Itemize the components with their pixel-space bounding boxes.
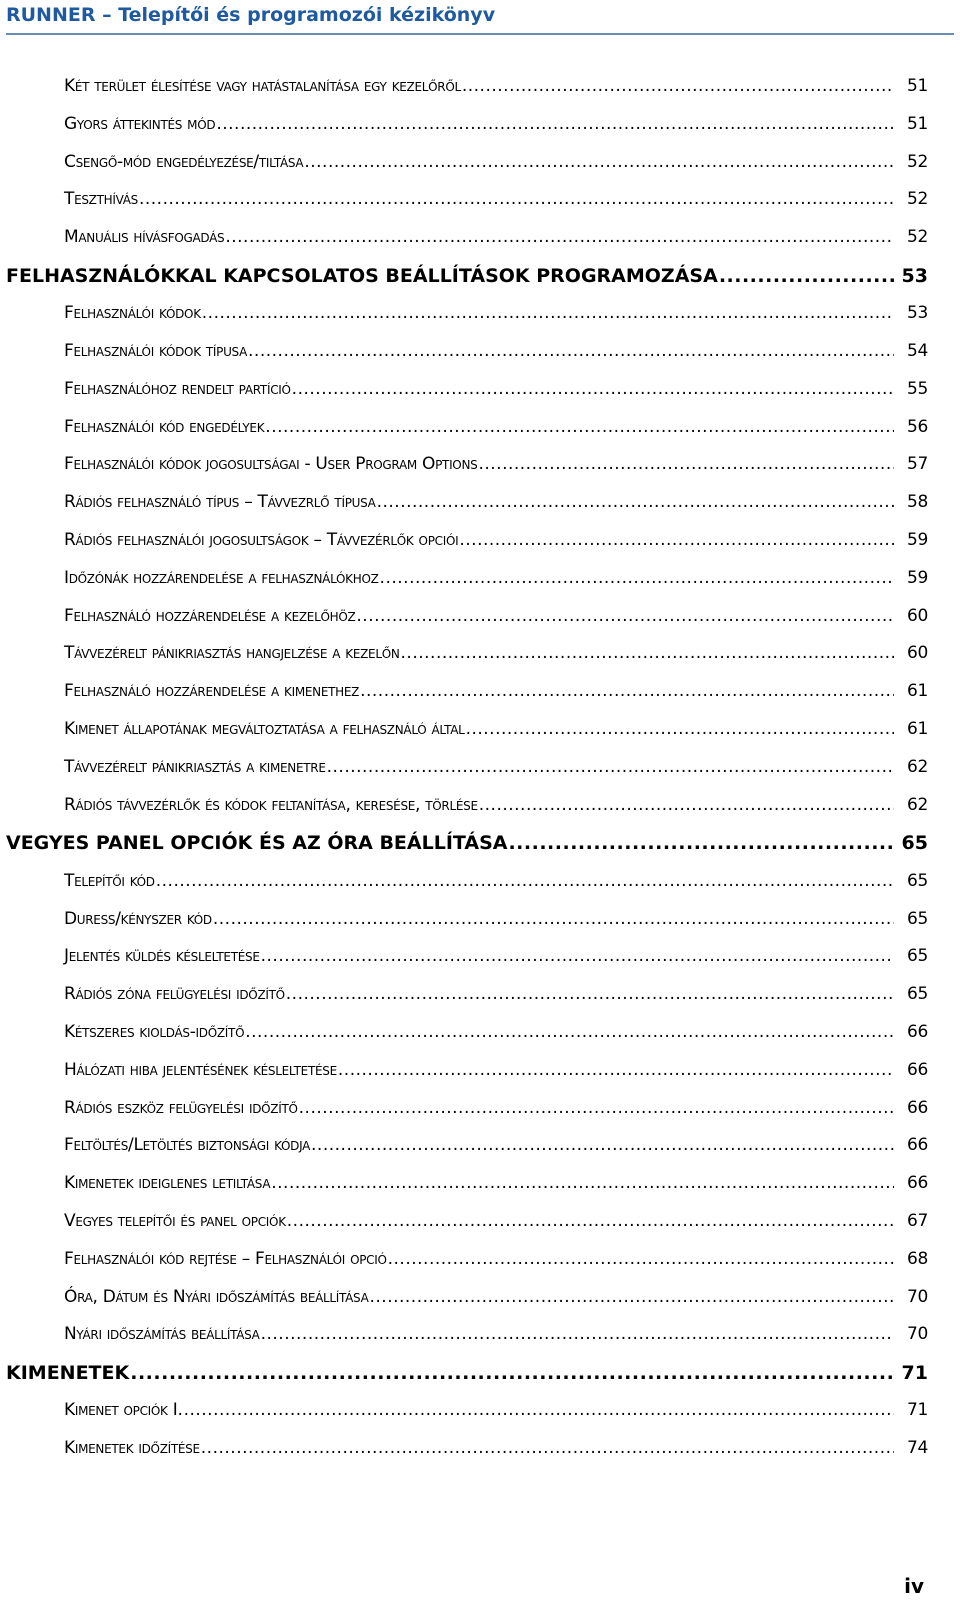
- toc-entry-page: 68: [906, 1248, 928, 1269]
- dot-leader: [508, 832, 894, 854]
- toc-entry-page: 59: [906, 530, 928, 551]
- dot-leader: [401, 643, 894, 663]
- toc-entry-page: 61: [906, 681, 928, 702]
- toc-entry-label: Duress/kényszer kód: [64, 908, 212, 929]
- toc-entry-label: Két terület élesítése vagy hatástalanítása egy kezelőről: [64, 76, 461, 96]
- dot-leader: [271, 1173, 894, 1193]
- dot-leader: [292, 379, 894, 399]
- dot-leader: [327, 757, 894, 777]
- toc-section-entry[interactable]: [0, 795, 960, 833]
- toc-section-entry[interactable]: [0, 643, 960, 681]
- toc-entry-page: 56: [906, 416, 928, 437]
- toc-entry-page: 52: [906, 227, 928, 248]
- toc-entry-label: Teszthívás: [64, 189, 138, 210]
- toc-entry-page: 66: [906, 1135, 928, 1156]
- toc-section-entry[interactable]: [0, 719, 960, 757]
- toc-entry-label: Óra, Dátum és Nyári időszámítás beállítása: [64, 1286, 369, 1307]
- toc-section-entry[interactable]: [0, 1324, 960, 1362]
- toc-entry-page: 70: [906, 1286, 928, 1307]
- dot-leader: [139, 189, 894, 209]
- dot-leader: [478, 454, 894, 474]
- toc-section-entry[interactable]: [0, 946, 960, 984]
- toc-section-entry[interactable]: [0, 76, 960, 114]
- toc-entry-page: 71: [906, 1400, 928, 1421]
- toc-entry-page: 58: [906, 492, 928, 513]
- dot-leader: [130, 1362, 894, 1384]
- toc-entry-label: Kimenetek időzítése: [64, 1438, 200, 1459]
- toc-chapter-entry[interactable]: [0, 1362, 960, 1400]
- toc-entry-page: 67: [906, 1210, 928, 1231]
- toc-entry-label: Rádiós felhasználó típus – Távvezrlő típusa: [64, 492, 376, 513]
- toc-entry-label: Kimenet opciók I.: [64, 1400, 183, 1421]
- toc-entry-page: 51: [906, 76, 928, 96]
- toc-entry-page: 70: [906, 1324, 928, 1345]
- toc-section-entry[interactable]: [0, 492, 960, 530]
- toc-section-entry[interactable]: [0, 681, 960, 719]
- toc-entry-label: Felhasználóhoz rendelt partíció: [64, 378, 291, 399]
- toc-section-entry[interactable]: [0, 1400, 960, 1438]
- dot-leader: [245, 1022, 894, 1042]
- toc-entry-page: 65: [901, 832, 928, 855]
- dot-leader: [261, 946, 894, 966]
- toc-section-entry[interactable]: [0, 1438, 960, 1476]
- toc-section-entry[interactable]: [0, 606, 960, 644]
- dot-leader: [156, 871, 894, 891]
- toc-entry-page: 74: [906, 1438, 928, 1459]
- toc-section-entry[interactable]: [0, 871, 960, 909]
- toc-entry-page: 55: [906, 378, 928, 399]
- toc-entry-page: 65: [906, 870, 928, 891]
- toc-entry-page: 66: [906, 1021, 928, 1042]
- dot-leader: [201, 1438, 894, 1458]
- toc-entry-label: VEGYES PANEL OPCIÓK ÉS AZ ÓRA BEÁLLÍTÁSA: [6, 832, 508, 855]
- toc-entry-label: Rádiós zóna felügyelési időzítő: [64, 984, 285, 1005]
- dot-leader: [338, 1060, 894, 1080]
- toc-entry-label: Kimenetek ideiglenes letiltása: [64, 1173, 271, 1194]
- toc-entry-page: 65: [906, 908, 928, 929]
- document-title: RUNNER – Telepítői és programozói kézikönyv: [6, 4, 496, 26]
- dot-leader: [377, 492, 894, 512]
- toc-section-entry[interactable]: [0, 114, 960, 152]
- toc-entry-page: 52: [906, 151, 928, 172]
- toc-entry-page: 62: [906, 794, 928, 815]
- toc-entry-page: 62: [906, 756, 928, 777]
- toc-section-entry[interactable]: [0, 1249, 960, 1287]
- toc-entry-label: Felhasználói kód engedélyek: [64, 416, 265, 437]
- toc-entry-page: 65: [906, 984, 928, 1005]
- dot-leader: [311, 1135, 894, 1155]
- toc-section-entry[interactable]: [0, 189, 960, 227]
- toc-section-entry[interactable]: [0, 152, 960, 190]
- toc-entry-page: 66: [906, 1097, 928, 1118]
- table-of-contents: [0, 76, 960, 1476]
- toc-entry-label: Gyors áttekintés mód: [64, 113, 216, 134]
- toc-entry-label: FELHASZNÁLÓKKAL KAPCSOLATOS BEÁLLÍTÁSOK PROGRAMOZÁSA: [6, 264, 718, 287]
- dot-leader: [265, 417, 894, 437]
- toc-section-entry[interactable]: [0, 1135, 960, 1173]
- toc-entry-page: 52: [906, 189, 928, 210]
- dot-leader: [719, 265, 894, 287]
- dot-leader: [356, 606, 894, 626]
- toc-entry-label: Hálózati hiba jelentésének késleltetése: [64, 1059, 337, 1080]
- toc-entry-page: 54: [906, 341, 928, 362]
- toc-entry-page: 61: [906, 719, 928, 740]
- toc-section-entry[interactable]: [0, 379, 960, 417]
- dot-leader: [287, 1211, 894, 1231]
- dot-leader: [360, 681, 894, 701]
- toc-entry-label: Vegyes telepítői és panel opciók: [64, 1210, 286, 1231]
- toc-entry-label: Jelentés küldés késleltetése: [64, 946, 260, 967]
- toc-chapter-entry[interactable]: [0, 265, 960, 303]
- toc-entry-label: Nyári időszámítás beállítása: [64, 1324, 260, 1345]
- toc-section-entry[interactable]: [0, 984, 960, 1022]
- toc-section-entry[interactable]: [0, 1211, 960, 1249]
- dot-leader: [380, 568, 894, 588]
- toc-entry-label: Csengő-mód engedélyezése/tiltása: [64, 151, 304, 172]
- dot-leader: [388, 1249, 894, 1269]
- dot-leader: [213, 909, 894, 929]
- toc-section-entry[interactable]: [0, 568, 960, 606]
- toc-section-entry[interactable]: [0, 303, 960, 341]
- dot-leader: [286, 984, 894, 1004]
- dot-leader: [184, 1400, 894, 1420]
- toc-entry-label: Felhasználói kódok: [64, 303, 201, 324]
- toc-entry-label: Telepítői kód: [64, 870, 155, 891]
- toc-entry-page: 59: [906, 567, 928, 588]
- toc-entry-page: 71: [901, 1362, 928, 1385]
- toc-section-entry[interactable]: [0, 530, 960, 568]
- dot-leader: [479, 795, 894, 815]
- toc-entry-label: Feltöltés/Letöltés biztonsági kódja: [64, 1135, 311, 1156]
- dot-leader: [369, 1287, 894, 1307]
- dot-leader: [216, 114, 894, 134]
- toc-entry-page: 60: [906, 605, 928, 626]
- toc-entry-label: Manuális hívásfogadás: [64, 227, 225, 248]
- toc-entry-page: 51: [906, 113, 928, 134]
- toc-entry-label: Felhasználó hozzárendelése a kezelőhöz: [64, 605, 356, 626]
- toc-section-entry[interactable]: [0, 1022, 960, 1060]
- toc-section-entry[interactable]: [0, 1287, 960, 1325]
- toc-section-entry[interactable]: [0, 454, 960, 492]
- dot-leader: [462, 76, 894, 96]
- toc-entry-page: 65: [906, 946, 928, 967]
- toc-section-entry[interactable]: [0, 417, 960, 455]
- dot-leader: [248, 341, 894, 361]
- toc-entry-page: 66: [906, 1173, 928, 1194]
- dot-leader: [466, 719, 894, 739]
- dot-leader: [299, 1098, 894, 1118]
- toc-entry-label: Felhasználó hozzárendelése a kimenethez: [64, 681, 360, 702]
- page-header: [6, 2, 954, 35]
- toc-entry-label: Felhasználói kódok típusa: [64, 341, 248, 362]
- toc-entry-label: Rádiós eszköz felügyelési időzítő: [64, 1097, 298, 1118]
- toc-section-entry[interactable]: [0, 1098, 960, 1136]
- toc-entry-label: Kimenet állapotának megváltoztatása a felhasználó által: [64, 719, 465, 740]
- toc-section-entry[interactable]: [0, 227, 960, 265]
- page-number: iv: [904, 1574, 924, 1598]
- toc-entry-page: 53: [901, 264, 928, 287]
- dot-leader: [261, 1324, 894, 1344]
- dot-leader: [225, 227, 894, 247]
- toc-section-entry[interactable]: [0, 1173, 960, 1211]
- toc-entry-label: Felhasználói kódok jogosultságai - User Program Options: [64, 454, 478, 475]
- toc-entry-label: Felhasználói kód rejtése – Felhasználói opció: [64, 1248, 387, 1269]
- dot-leader: [459, 530, 894, 550]
- dot-leader: [304, 152, 894, 172]
- toc-entry-page: 60: [906, 643, 928, 664]
- toc-entry-label: Rádiós távvezérlők és kódok feltanítása, keresése, törlése: [64, 794, 478, 815]
- toc-entry-label: Rádiós felhasználói jogosultságok – Távvezérlők opciói: [64, 530, 459, 551]
- toc-section-entry[interactable]: [0, 1060, 960, 1098]
- toc-entry-label: KIMENETEK: [6, 1362, 130, 1385]
- toc-entry-label: Távvezérelt pánikriasztás hangjelzése a kezelőn: [64, 643, 400, 664]
- toc-entry-label: Időzónák hozzárendelése a felhasználókhoz: [64, 567, 379, 588]
- toc-entry-page: 66: [906, 1059, 928, 1080]
- toc-chapter-entry[interactable]: [0, 832, 960, 870]
- toc-entry-label: Távvezérelt pánikriasztás a kimenetre: [64, 756, 326, 777]
- toc-section-entry[interactable]: [0, 909, 960, 947]
- toc-entry-page: 57: [906, 454, 928, 475]
- toc-section-entry[interactable]: [0, 757, 960, 795]
- dot-leader: [202, 303, 894, 323]
- toc-section-entry[interactable]: [0, 341, 960, 379]
- toc-entry-page: 53: [906, 303, 928, 324]
- toc-entry-label: Kétszeres kioldás-időzítő: [64, 1021, 245, 1042]
